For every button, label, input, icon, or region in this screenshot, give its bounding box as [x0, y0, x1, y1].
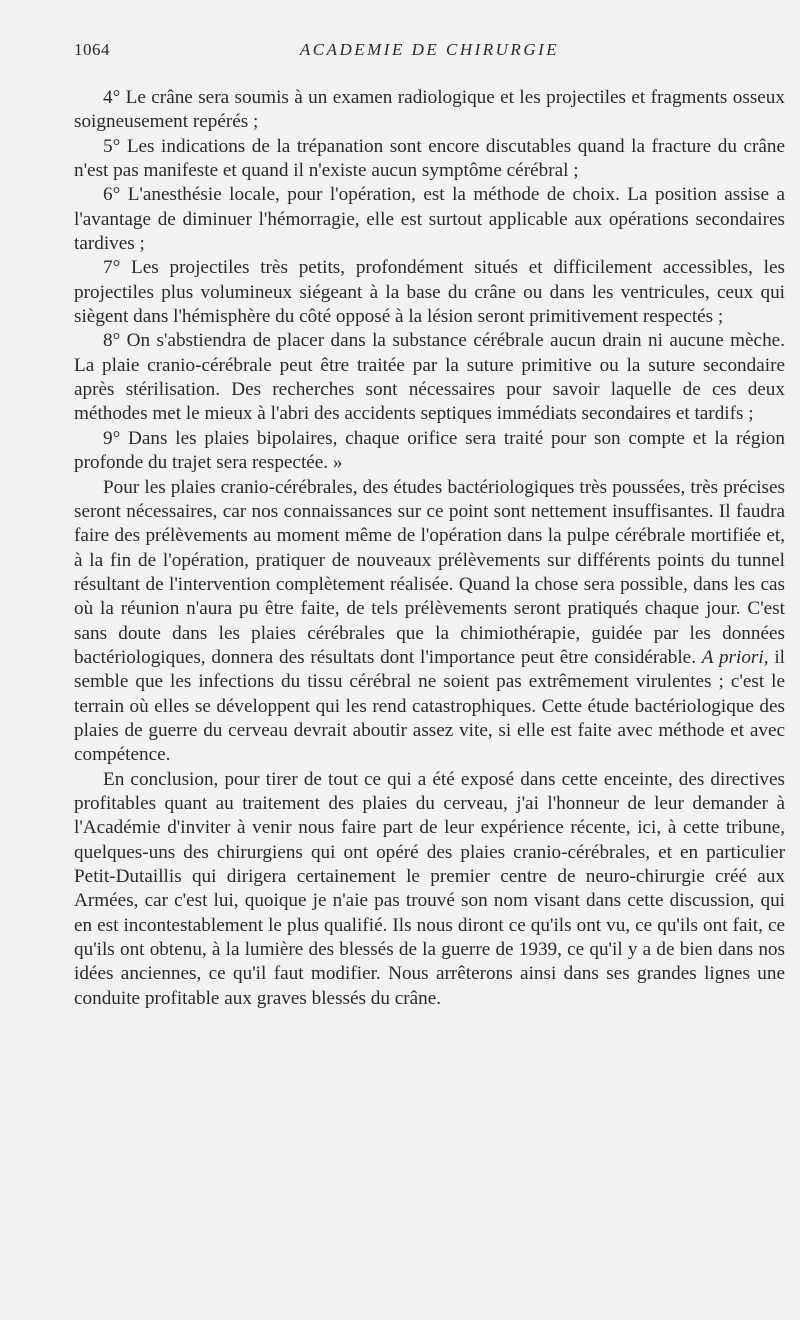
paragraph-text: Pour les plaies cranio-cérébrales, des études bactériologiques très poussées, très précises seront nécessaires, car nos connaissances sur ce point sont nettement insuffisantes. Il faudra faire des prélèvements au moment même de l'opération dans la pulpe cérébrale mortifiée et, à la fin de l'opération, pratiquer de nouveaux prélèvements sur différents points du tunnel résultant de l'intervention complètement réalisée. Quand la chose sera possible, dans les cas où la réunion n'aura pu être faite, de tels prélèvements seront pratiqués chaque jour. C'est sans doute dans les plaies cérébrales que la chimiothérapie, guidée par les données bactériologiques, donnera des résultats dont l'importance peut être considérable. [74, 476, 785, 668]
paragraph-item-6: 6° L'anesthésie locale, pour l'opération, est la méthode de choix. La position assise a l'avantage de diminuer l'hémorragie, elle est surtout applicable aux opérations secondaires tardives ; [74, 184, 785, 255]
paragraph-bacteriology [74, 476, 785, 768]
body-text [74, 86, 785, 1011]
page-number: 1064 [74, 40, 110, 59]
journal-title: ACADEMIE DE CHIRURGIE [299, 40, 560, 59]
paragraph-item-8: 8° On s'abstiendra de placer dans la substance cérébrale aucun drain ni aucune mèche. La plaie cranio-cérébrale peut être traitée par la suture primitive ou la suture secondaire après stérilisation. Des recherches sont nécessaires pour savoir laquelle de ces deux méthodes met le mieux à l'abri des accidents septiques immédiats secondaires et tardifs ; [74, 330, 785, 425]
paragraph-item-4: 4° Le crâne sera soumis à un examen radiologique et les projectiles et fragments osseux soigneusement repérés ; [74, 87, 785, 133]
running-head [74, 40, 785, 66]
paragraph-item-9: 9° Dans les plaies bipolaires, chaque orifice sera traité pour son compte et la région profonde du trajet sera respectée. » [74, 427, 785, 474]
italic-phrase: A priori [701, 646, 764, 668]
paragraph-conclusion: En conclusion, pour tirer de tout ce qui a été exposé dans cette enceinte, des directives profitables quant au traitement des plaies du cerveau, j'ai l'honneur de leur demander à l'Académie d'inviter à venir nous faire part de leur expérience récente, ici, à cette tribune, quelques-uns des chirurgiens qui ont opéré des plaies cranio-cérébrales, et en particulier Petit-Dutaillis qui dirigera certainement le premier centre de neuro-chirurgie créé aux Armées, car c'est lui, quoique je n'aie pas trouvé son nom visant dans cette discussion, qui en est incontestablement le plus qualifié. Ils nous diront ce qu'ils ont vu, ce qu'ils ont fait, ce qu'ils ont obtenu, à la lumière des blessés de la guerre de 1939, ce qu'il y a de bien dans nos idées anciennes, ce qu'il faut modifier. Nous arrêterons ainsi dans ses grandes lignes une conduite profitable aux graves blessés du crâne. [74, 768, 785, 1009]
paragraph-item-7: 7° Les projectiles très petits, profondément situés et difficilement accessibles, les projectiles plus volumineux siégeant à la base du crâne ou dans les ventricules, ceux qui siègent dans l'hémisphère du côté opposé à la lésion seront primitivement respectés ; [74, 257, 785, 328]
paragraph-text: , il semble que les infections du tissu cérébral ne soient pas extrêmement virulentes ; c'est le terrain où elles se développent qui les rend catastrophiques. Cette étude bactériologique des plaies de guerre du cerveau devrait aboutir assez vite, si elle est faite avec méthode et avec compétence. [74, 646, 785, 766]
paragraph-item-5: 5° Les indications de la trépanation sont encore discutables quand la fracture du crâne n'est pas manifeste et quand il n'existe aucun symptôme cérébral ; [74, 135, 785, 182]
